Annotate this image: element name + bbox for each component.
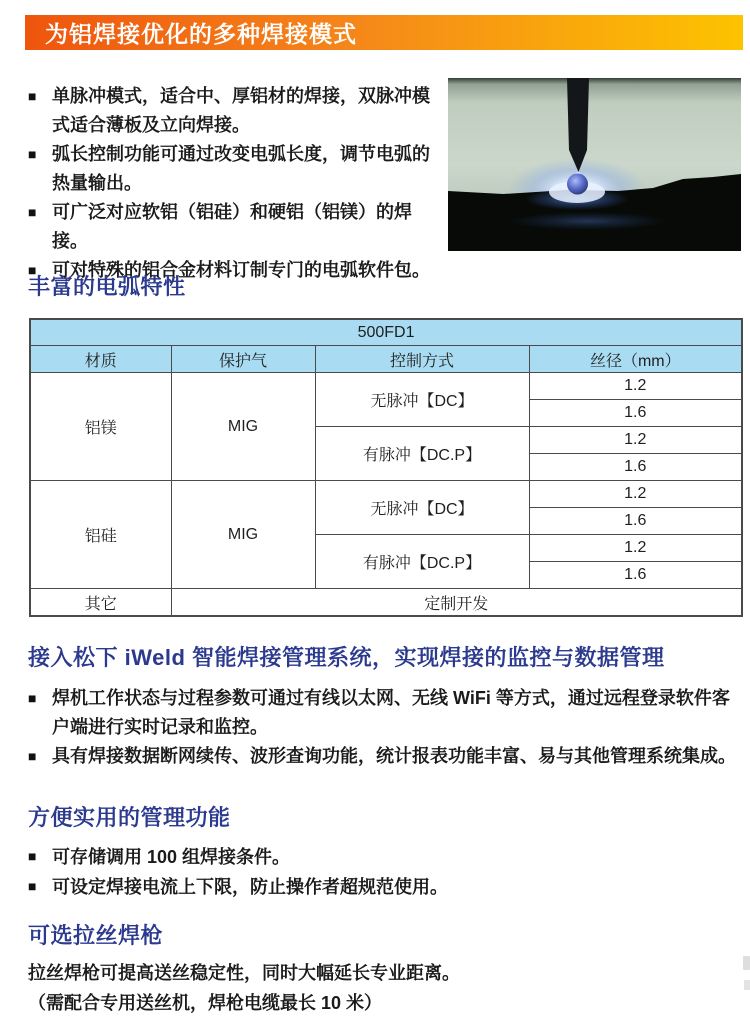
cell-control: 无脉冲【DC】 xyxy=(315,481,529,535)
list-item: ■ 焊机工作状态与过程参数可通过有线以太网、无线 WiFi 等方式，通过远程登录软件客户端进行实时记录和监控。 xyxy=(28,684,742,742)
cell-control: 有脉冲【DC.P】 xyxy=(315,535,529,589)
banner-title: 为铝焊接优化的多种焊接模式 xyxy=(45,21,357,47)
torch-description xyxy=(28,958,728,1018)
cell-diameter: 1.2 xyxy=(529,427,742,454)
cell-material: 铝硅 xyxy=(30,481,171,589)
list-item: ■ 可存储调用 100 组焊接条件。 xyxy=(28,842,728,872)
list-item: ■ 具有焊接数据断网续传、波形查询功能，统计报表功能丰富、易与其他管理系统集成。 xyxy=(28,742,742,771)
col-header-gas: 保护气 xyxy=(171,346,315,373)
table-row xyxy=(30,481,742,508)
list-item: ■ 可设定焊接电流上下限，防止操作者超规范使用。 xyxy=(28,872,728,902)
iweld-bullet-list xyxy=(28,684,742,771)
arc-section-heading: 丰富的电弧特性 xyxy=(28,274,186,299)
cell-diameter: 1.6 xyxy=(529,508,742,535)
cell-diameter: 1.2 xyxy=(529,481,742,508)
col-header-control: 控制方式 xyxy=(315,346,529,373)
torch-description-line: （需配合专用送丝机，焊枪电缆最长 10 米） xyxy=(28,993,383,1013)
table-model-cell: 500FD1 xyxy=(30,319,742,346)
cell-diameter: 1.2 xyxy=(529,535,742,562)
cell-diameter: 1.6 xyxy=(529,400,742,427)
table-row xyxy=(30,589,742,617)
col-header-diameter: 丝径（mm） xyxy=(529,346,742,373)
cell-diameter: 1.2 xyxy=(529,373,742,400)
management-bullet-list xyxy=(28,842,728,902)
cell-diameter: 1.6 xyxy=(529,562,742,589)
management-section-heading: 方便实用的管理功能 xyxy=(28,805,231,830)
arc-spec-table xyxy=(29,318,743,617)
cell-gas: MIG xyxy=(171,481,315,589)
cell-custom-development: 定制开发 xyxy=(171,589,742,617)
list-item: ■ 单脉冲模式，适合中、厚铝材的焊接，双脉冲模式适合薄板及立向焊接。 xyxy=(28,82,442,140)
cell-control: 无脉冲【DC】 xyxy=(315,373,529,427)
list-item: ■ 弧长控制功能可通过改变电弧长度，调节电弧的热量输出。 xyxy=(28,140,442,198)
arc-spec-table-wrap xyxy=(29,318,741,617)
cell-control: 有脉冲【DC.P】 xyxy=(315,427,529,481)
list-item: ■ 可对特殊的铝合金材料订制专门的电弧软件包。 xyxy=(28,256,442,285)
cell-material-other: 其它 xyxy=(30,589,171,617)
cell-gas: MIG xyxy=(171,373,315,481)
cell-material: 铝镁 xyxy=(30,373,171,481)
torch-section-heading: 可选拉丝焊枪 xyxy=(28,923,164,948)
page-edge-print-artifact xyxy=(741,952,750,1014)
table-row xyxy=(30,373,742,400)
torch-description-line: 拉丝焊枪可提高送丝稳定性，同时大幅延长专业距离。 xyxy=(28,963,460,983)
welding-arc-photo xyxy=(448,78,741,251)
welding-arc-illustration xyxy=(448,78,741,251)
section-banner xyxy=(25,15,743,50)
iweld-section-heading: 接入松下 iWeld 智能焊接管理系统，实现焊接的监控与数据管理 xyxy=(28,645,665,670)
col-header-material: 材质 xyxy=(30,346,171,373)
list-item: ■ 可广泛对应软铝（铝硅）和硬铝（铝镁）的焊接。 xyxy=(28,198,442,256)
cell-diameter: 1.6 xyxy=(529,454,742,481)
intro-bullet-list xyxy=(28,82,442,285)
